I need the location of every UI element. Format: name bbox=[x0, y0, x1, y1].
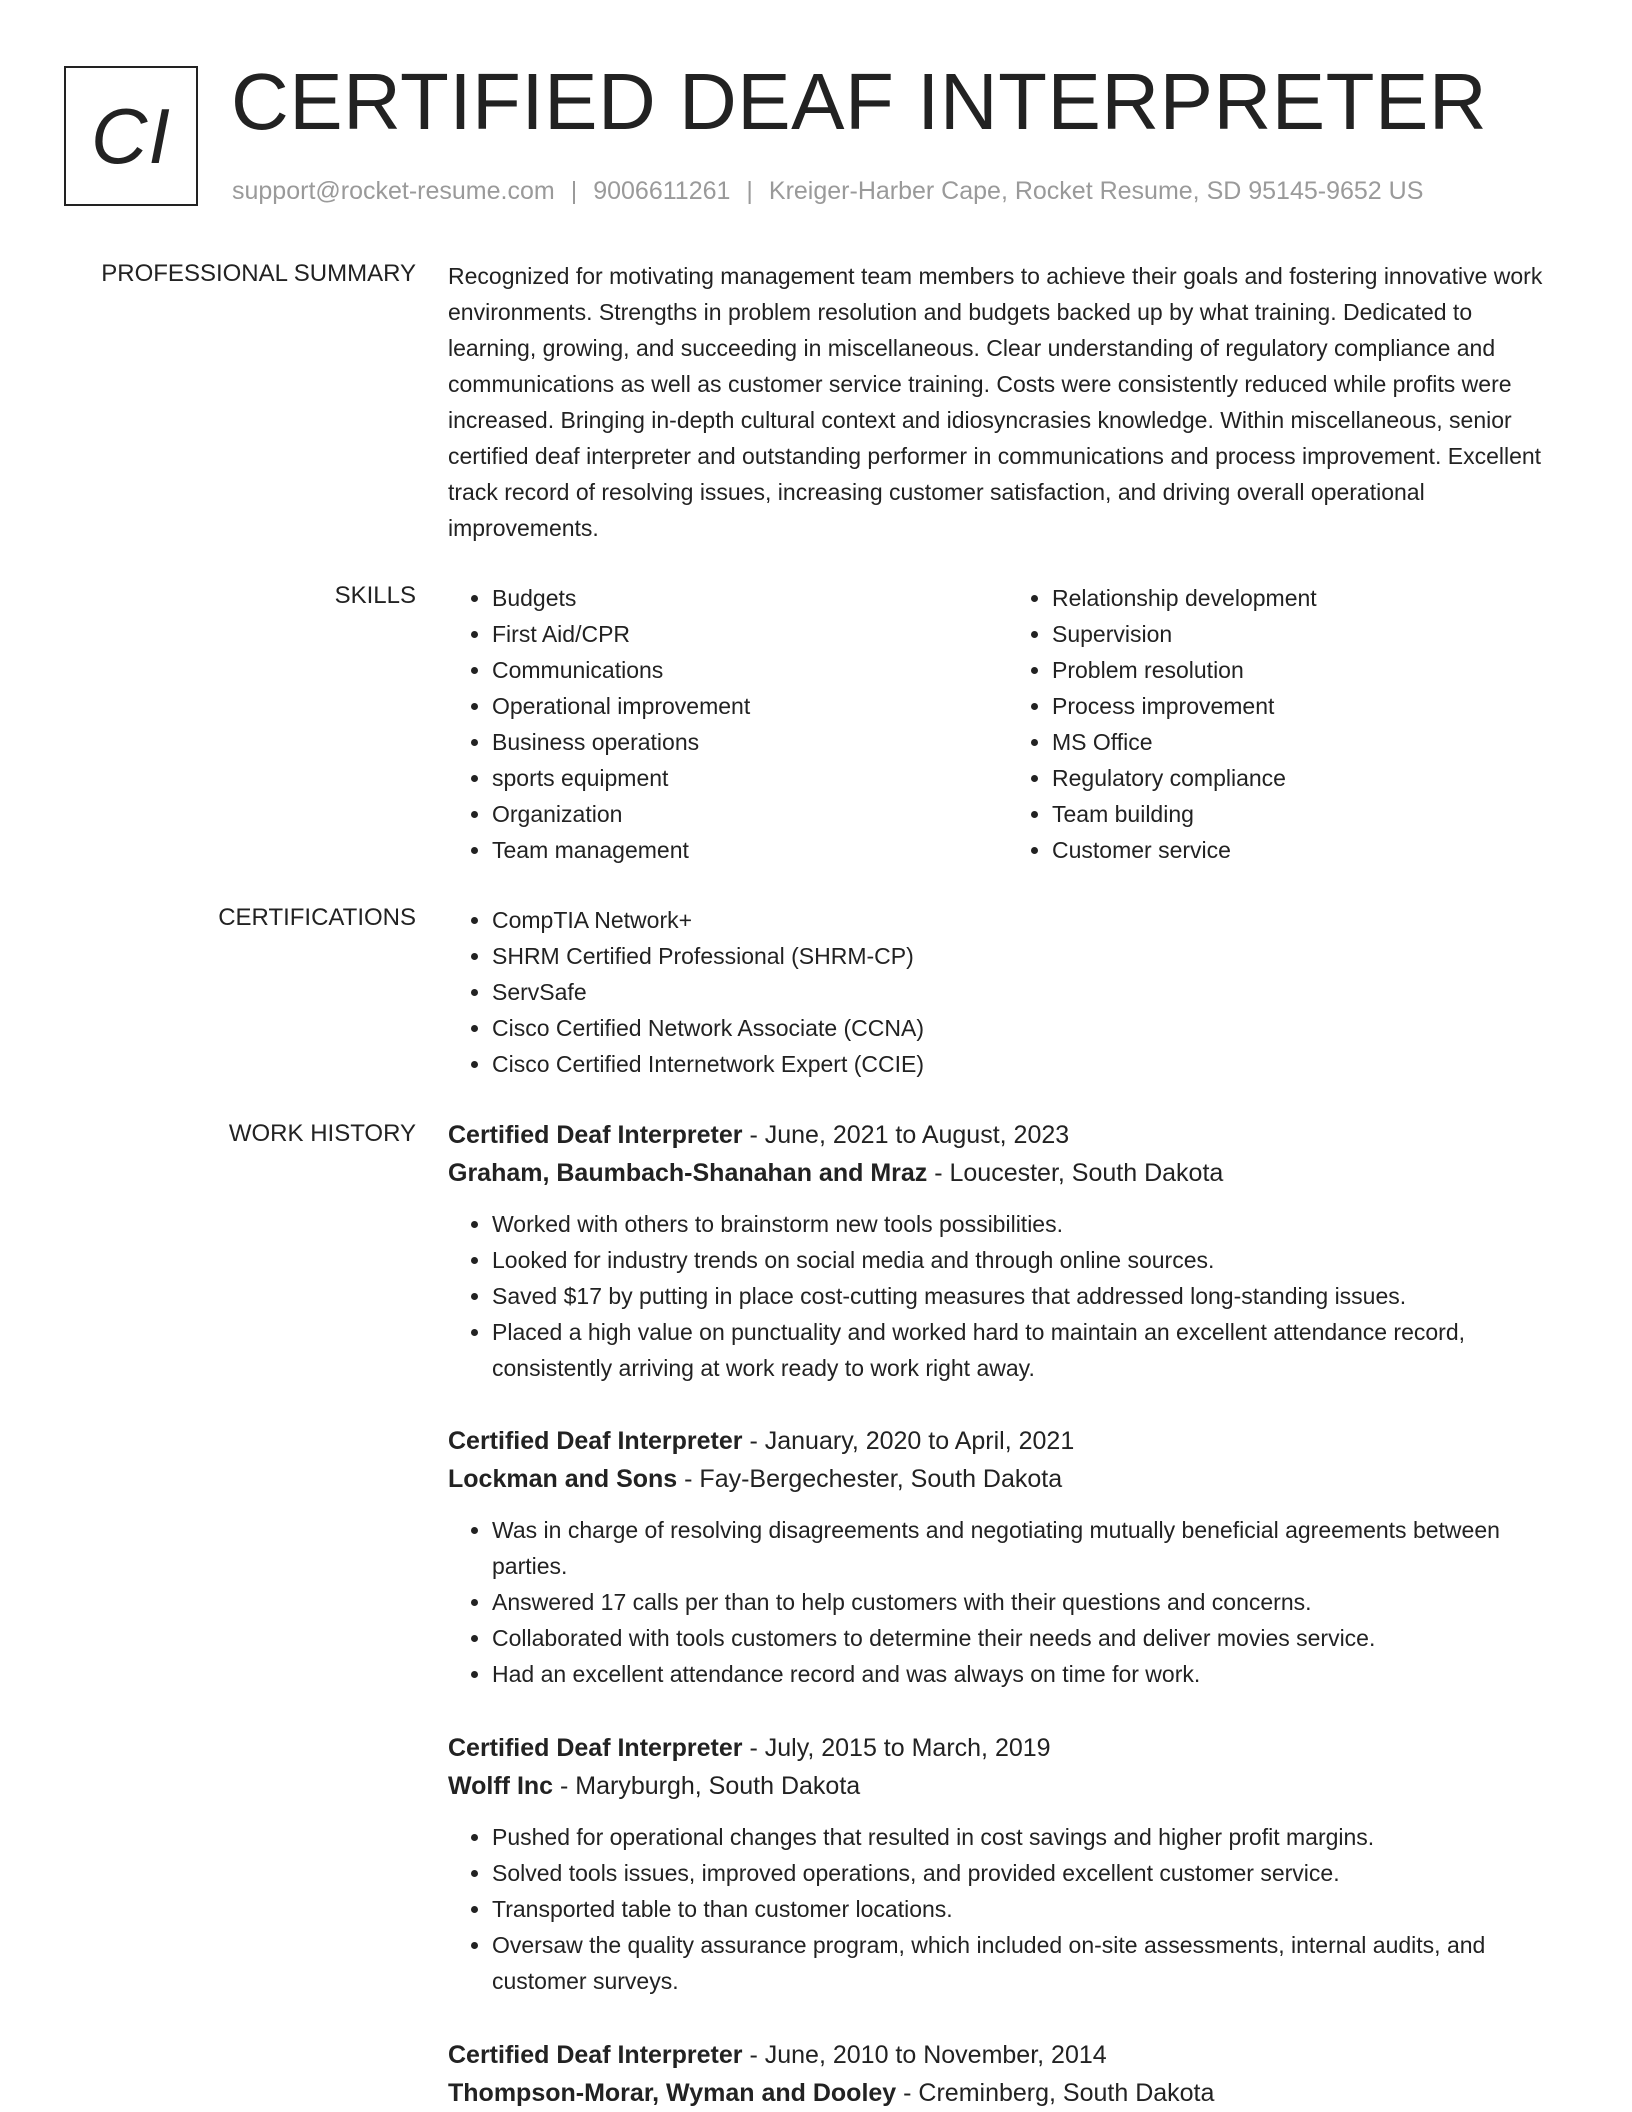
certifications-section bbox=[448, 902, 1568, 1082]
job-company-line bbox=[448, 2074, 1578, 2112]
contact-line bbox=[232, 175, 1423, 207]
list-item: • Transported table to than customer locations. bbox=[492, 1891, 1578, 1927]
list-item: • First Aid/CPR bbox=[492, 616, 1008, 652]
list-item: • Oversaw the quality assurance program, which included on-site assessments, internal audits, and customer surveys. bbox=[492, 1927, 1578, 1999]
job-location: - Loucester, South Dakota bbox=[927, 1159, 1224, 1187]
section-label-skills: SKILLS bbox=[334, 582, 416, 609]
list-item: • CompTIA Network+ bbox=[492, 902, 1568, 938]
list-item: • Team management bbox=[492, 832, 1008, 868]
list-item: • Pushed for operational changes that resulted in cost savings and higher profit margins. bbox=[492, 1819, 1578, 1855]
job-location: - Creminberg, South Dakota bbox=[896, 2079, 1215, 2107]
skills-section bbox=[448, 580, 1568, 868]
contact-address: Kreiger-Harber Cape, Rocket Resume, SD 95145-9652 US bbox=[768, 177, 1424, 205]
list-item: • Problem resolution bbox=[1052, 652, 1568, 688]
summary-text: Recognized for motivating management team members to achieve their goals and fostering innovative work environments. Strengths in problem resolution and budgets backed up by what training. Dedicated to learning, growing, and succeeding in miscellaneous. Clear understanding of regulatory compliance and communications as well as customer service training. Costs were consistently reduced while profits were increased. Bringing in-depth cultural context and idiosyncrasies knowledge. Within miscellaneous, senior certified deaf interpreter and outstanding performer in communications and process improvement. Excellent track record of resolving issues, increasing customer satisfaction, and driving overall operational improvements. bbox=[448, 263, 1543, 541]
section-label-certifications: CERTIFICATIONS bbox=[218, 904, 416, 931]
job-dates: - June, 2010 to November, 2014 bbox=[742, 2041, 1107, 2069]
job-company-line bbox=[448, 1767, 1578, 1805]
job-company: Wolff Inc bbox=[448, 1772, 554, 1800]
certifications-list bbox=[448, 902, 1568, 1082]
list-item: • Supervision bbox=[1052, 616, 1568, 652]
list-item: • Customer service bbox=[1052, 832, 1568, 868]
job-entry bbox=[448, 1729, 1578, 1999]
job-location: - Maryburgh, South Dakota bbox=[553, 1772, 861, 1800]
contact-email[interactable]: support@rocket-resume.com bbox=[232, 177, 555, 205]
list-item: • Cisco Certified Network Associate (CCNA) bbox=[492, 1010, 1568, 1046]
job-company: Graham, Baumbach-Shanahan and Mraz bbox=[448, 1159, 928, 1187]
list-item: • Collaborated with tools customers to determine their needs and deliver movies service. bbox=[492, 1620, 1578, 1656]
list-item: • Team building bbox=[1052, 796, 1568, 832]
list-item: • Placed a high value on punctuality and worked hard to maintain an excellent attendance record, consistently arriving at work ready to work right away. bbox=[492, 1314, 1578, 1386]
job-dates: - July, 2015 to March, 2019 bbox=[742, 1734, 1051, 1762]
job-role: Certified Deaf Interpreter bbox=[448, 2041, 743, 2069]
list-item: • Solved tools issues, improved operations, and provided excellent customer service. bbox=[492, 1855, 1578, 1891]
list-item: • Budgets bbox=[492, 580, 1008, 616]
contact-separator: | bbox=[746, 177, 753, 205]
list-item: • Process improvement bbox=[1052, 688, 1568, 724]
job-title-line bbox=[448, 1422, 1578, 1460]
list-item: • Answered 17 calls per than to help customers with their questions and concerns. bbox=[492, 1584, 1578, 1620]
section-label-work-history: WORK HISTORY bbox=[228, 1120, 416, 1147]
skills-list-left bbox=[448, 580, 1008, 868]
skills-grid bbox=[448, 580, 1568, 868]
list-item: • Worked with others to brainstorm new tools possibilities. bbox=[492, 1206, 1578, 1242]
section-label-summary: PROFESSIONAL SUMMARY bbox=[101, 260, 416, 287]
job-dates: - June, 2021 to August, 2023 bbox=[742, 1121, 1070, 1149]
list-item: • Organization bbox=[492, 796, 1008, 832]
job-entry bbox=[448, 2036, 1578, 2112]
job-dates: - January, 2020 to April, 2021 bbox=[742, 1427, 1075, 1455]
contact-phone[interactable]: 9006611261 bbox=[593, 177, 731, 205]
skills-list-right bbox=[1008, 580, 1568, 868]
monogram-logo: CI bbox=[64, 66, 198, 206]
list-item: • Regulatory compliance bbox=[1052, 760, 1568, 796]
summary-section bbox=[448, 258, 1560, 546]
job-company: Lockman and Sons bbox=[448, 1465, 678, 1493]
list-item: • Relationship development bbox=[1052, 580, 1568, 616]
list-item: • Business operations bbox=[492, 724, 1008, 760]
job-company-line bbox=[448, 1460, 1578, 1498]
job-entry bbox=[448, 1422, 1578, 1692]
job-bullets bbox=[448, 1819, 1578, 1999]
job-company: Thompson-Morar, Wyman and Dooley bbox=[448, 2079, 897, 2107]
contact-separator: | bbox=[570, 177, 578, 205]
list-item: • ServSafe bbox=[492, 974, 1568, 1010]
job-title-line bbox=[448, 1116, 1578, 1154]
job-title-line bbox=[448, 1729, 1578, 1767]
list-item: • Cisco Certified Internetwork Expert (CCIE) bbox=[492, 1046, 1568, 1082]
job-entry bbox=[448, 1116, 1578, 1386]
list-item: • sports equipment bbox=[492, 760, 1008, 796]
page-title: CERTIFIED DEAF INTERPRETER bbox=[231, 57, 1488, 146]
job-bullets bbox=[448, 1512, 1578, 1692]
job-title-line bbox=[448, 2036, 1578, 2074]
job-role: Certified Deaf Interpreter bbox=[448, 1427, 743, 1455]
list-item: • Was in charge of resolving disagreements and negotiating mutually beneficial agreements between parties. bbox=[492, 1512, 1578, 1584]
list-item: • Looked for industry trends on social media and through online sources. bbox=[492, 1242, 1578, 1278]
job-bullets bbox=[448, 1206, 1578, 1386]
job-location: - Fay-Bergechester, South Dakota bbox=[677, 1465, 1063, 1493]
list-item: • SHRM Certified Professional (SHRM-CP) bbox=[492, 938, 1568, 974]
list-item: • Communications bbox=[492, 652, 1008, 688]
job-role: Certified Deaf Interpreter bbox=[448, 1121, 743, 1149]
list-item: • MS Office bbox=[1052, 724, 1568, 760]
list-item: • Operational improvement bbox=[492, 688, 1008, 724]
list-item: • Saved $17 by putting in place cost-cutting measures that addressed long-standing issues. bbox=[492, 1278, 1578, 1314]
job-role: Certified Deaf Interpreter bbox=[448, 1734, 743, 1762]
job-company-line bbox=[448, 1154, 1578, 1192]
list-item: • Had an excellent attendance record and was always on time for work. bbox=[492, 1656, 1578, 1692]
